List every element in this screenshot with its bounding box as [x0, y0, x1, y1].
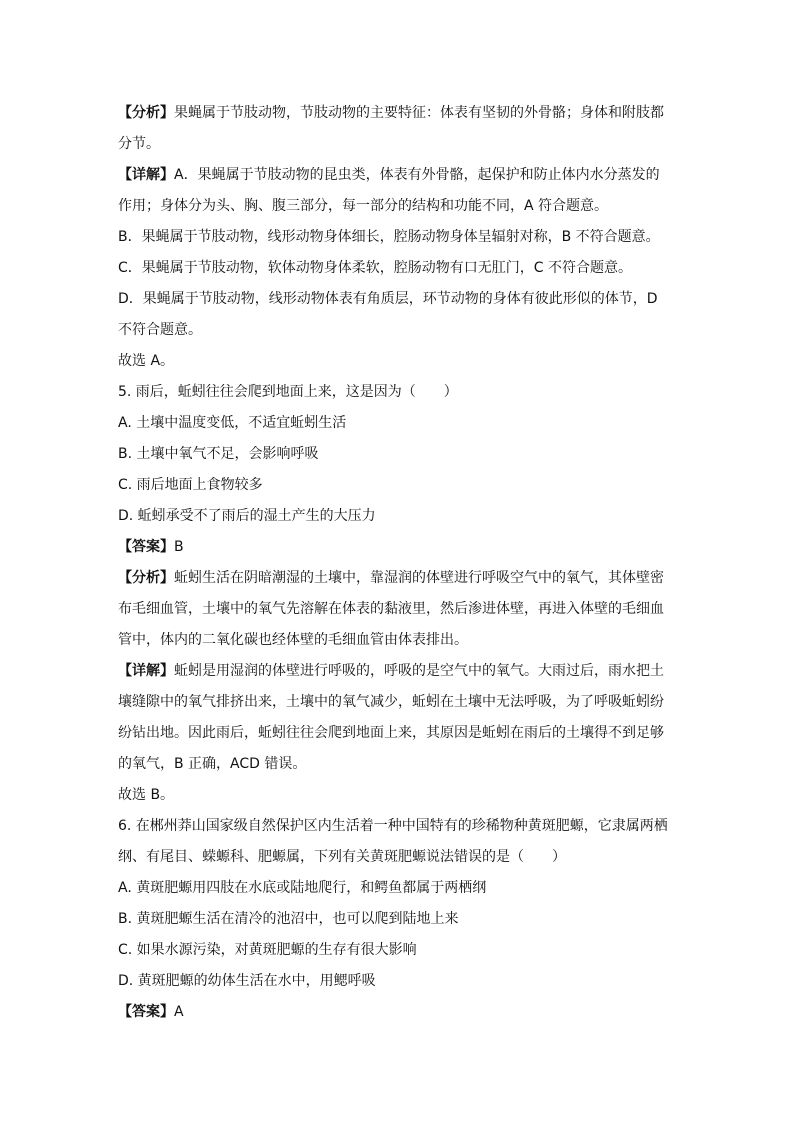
- section-tag: 【答案】: [118, 539, 174, 555]
- text-line: [118, 718, 678, 749]
- line-text: 管中，体内的二氧化碳也经体壁的毛细血管由体表排出。: [118, 632, 468, 648]
- option-line: [118, 470, 678, 501]
- line-text: D. 蚯蚓承受不了雨后的湿土产生的大压力: [118, 508, 376, 524]
- section-tag: 【分析】: [118, 105, 174, 121]
- line-text: A. 黄斑肥螈用四肢在水底或陆地爬行，和鳄鱼都属于两栖纲: [118, 880, 487, 896]
- text-line: [118, 687, 678, 718]
- line-text: C．果蝇属于节肢动物，软体动物身体柔软，腔肠动物有口无肛门，C 不符合题意。: [118, 260, 632, 276]
- line-text: B．果蝇属于节肢动物，线形动物身体细长，腔肠动物身体呈辐射对称，B 不符合题意。: [118, 229, 660, 245]
- question-line: [118, 377, 678, 408]
- line-text: 的氧气，B 正确，ACD 错误。: [118, 756, 307, 772]
- answer-line: [118, 532, 678, 563]
- question-line: [118, 842, 678, 873]
- document-body: [118, 98, 678, 1028]
- text-line: [118, 253, 678, 284]
- text-line: [118, 346, 678, 377]
- option-line: [118, 935, 678, 966]
- line-text: 蚯蚓生活在阴暗潮湿的土壤中，靠湿润的体壁进行呼吸空气中的氧气，其体壁密: [174, 570, 664, 586]
- line-text: 纷钻出地。因此雨后，蚯蚓往往会爬到地面上来，其原因是蚯蚓在雨后的土壤得不到足够: [118, 725, 664, 741]
- text-line: [118, 625, 678, 656]
- line-text: 纲、有尾目、蝾螈科、肥螈属，下列有关黄斑肥螈说法错误的是（ ）: [118, 849, 566, 865]
- line-text: 不符合题意。: [118, 322, 202, 338]
- line-text: A．果蝇属于节肢动物的昆虫类，体表有外骨骼，起保护和防止体内水分蒸发的: [174, 167, 660, 183]
- text-line: [118, 594, 678, 625]
- text-line: [118, 98, 678, 129]
- section-tag: 【详解】: [118, 167, 174, 183]
- text-line: [118, 222, 678, 253]
- line-text: 分节。: [118, 136, 160, 152]
- text-line: [118, 129, 678, 160]
- line-text: 蚯蚓是用湿润的体壁进行呼吸的，呼吸的是空气中的氧气。大雨过后，雨水把土: [174, 663, 664, 679]
- text-line: [118, 780, 678, 811]
- line-text: 作用；身体分为头、胸、腹三部分，每一部分的结构和功能不同，A 符合题意。: [118, 198, 609, 214]
- text-line: [118, 191, 678, 222]
- line-text: 壤缝隙中的氧气排挤出来，土壤中的氧气减少，蚯蚓在土壤中无法呼吸，为了呼吸蚯蚓纷: [118, 694, 664, 710]
- line-text: B. 黄斑肥螈生活在清冷的池沼中，也可以爬到陆地上来: [118, 911, 459, 927]
- option-line: [118, 439, 678, 470]
- line-text: D．果蝇属于节肢动物，线形动物体表有角质层，环节动物的身体有彼此形似的体节，D: [118, 291, 658, 307]
- option-line: [118, 408, 678, 439]
- line-text: A: [174, 1004, 184, 1020]
- text-line: [118, 749, 678, 780]
- text-line: [118, 284, 678, 315]
- option-line: [118, 873, 678, 904]
- line-text: B. 土壤中氧气不足，会影响呼吸: [118, 446, 319, 462]
- line-text: D. 黄斑肥螈的幼体生活在水中，用鳃呼吸: [118, 973, 376, 989]
- line-text: 故选 B。: [118, 787, 175, 803]
- text-line: [118, 315, 678, 346]
- line-text: 故选 A。: [118, 353, 175, 369]
- line-text: 果蝇属于节肢动物，节肢动物的主要特征：体表有坚韧的外骨骼；身体和附肢都: [174, 105, 664, 121]
- text-line: [118, 656, 678, 687]
- section-tag: 【分析】: [118, 570, 174, 586]
- line-text: C. 雨后地面上食物较多: [118, 477, 263, 493]
- answer-line: [118, 997, 678, 1028]
- line-text: 布毛细血管，土壤中的氧气先溶解在体表的黏液里，然后渗进体壁，再进入体壁的毛细血: [118, 601, 664, 617]
- line-text: 6. 在郴州莽山国家级自然保护区内生活着一种中国特有的珍稀物种黄斑肥螈，它隶属两栖: [118, 818, 668, 834]
- option-line: [118, 501, 678, 532]
- section-tag: 【答案】: [118, 1004, 174, 1020]
- line-text: C. 如果水源污染，对黄斑肥螈的生存有很大影响: [118, 942, 417, 958]
- text-line: [118, 160, 678, 191]
- question-line: [118, 811, 678, 842]
- line-text: A. 土壤中温度变低，不适宜蚯蚓生活: [118, 415, 347, 431]
- section-tag: 【详解】: [118, 663, 174, 679]
- option-line: [118, 904, 678, 935]
- option-line: [118, 966, 678, 997]
- line-text: 5. 雨后，蚯蚓往往会爬到地面上来，这是因为（ ）: [118, 384, 458, 400]
- text-line: [118, 563, 678, 594]
- line-text: B: [174, 539, 184, 555]
